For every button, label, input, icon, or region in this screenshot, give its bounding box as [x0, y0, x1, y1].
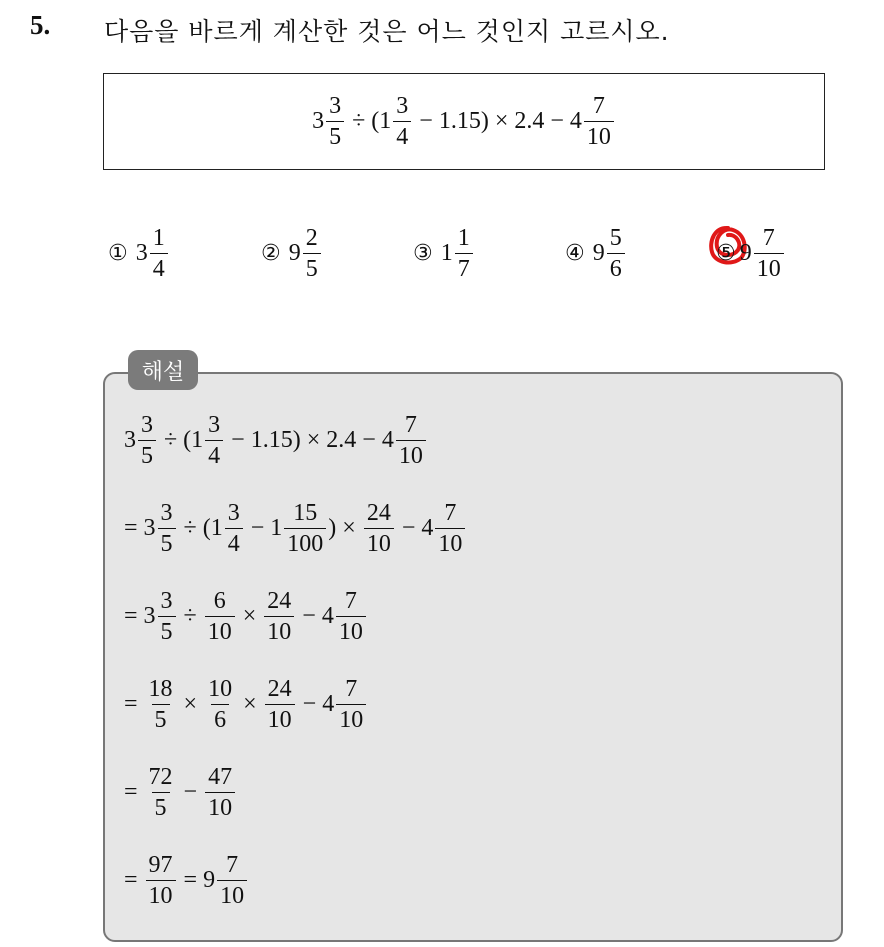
denominator: 6 [211, 704, 229, 732]
fraction [138, 413, 156, 468]
denominator: 100 [284, 528, 326, 556]
denominator: 10 [396, 440, 426, 468]
operator: − [401, 514, 416, 541]
math-token: 3 [143, 602, 156, 629]
solution-step-4 [124, 672, 368, 736]
math-token: ( [183, 426, 192, 453]
denominator: 5 [326, 121, 344, 149]
numerator: 18 [148, 675, 173, 702]
denominator: 4 [225, 528, 243, 556]
fraction [364, 501, 394, 556]
fraction [336, 589, 366, 644]
denominator: 5 [158, 616, 176, 644]
choice-2[interactable] [261, 223, 323, 283]
solution-step-3 [124, 584, 368, 648]
denominator: 4 [150, 253, 168, 281]
decimal: 2.4 [514, 108, 545, 134]
minus-sign: − [419, 108, 433, 134]
choice-3[interactable] [413, 223, 475, 283]
operator: ÷ [183, 514, 197, 541]
solution-step-5 [124, 760, 237, 824]
fraction [217, 853, 247, 908]
choice-fraction [607, 226, 625, 281]
fraction [225, 501, 243, 556]
numerator: 3 [396, 93, 409, 119]
numerator: 7 [345, 675, 358, 702]
numerator: 3 [329, 93, 342, 119]
operator: = [183, 866, 198, 893]
choice-fraction [754, 226, 784, 281]
numerator: 7 [226, 851, 239, 878]
math-token: 4 [321, 602, 334, 629]
whole-number: 3 [312, 108, 325, 134]
fraction [265, 677, 295, 732]
denominator: 10 [265, 704, 295, 732]
whole-number: 4 [569, 108, 582, 134]
numerator: 24 [267, 587, 292, 614]
question-text: 다음을 바르게 계산한 것은 어느 것인지 고르시오. [104, 17, 670, 46]
numerator: 7 [344, 587, 357, 614]
equals-sign: = [124, 866, 138, 893]
operator: − [231, 426, 245, 453]
whole-number: 1 [379, 108, 392, 134]
numerator: 1 [457, 224, 470, 251]
choice-marker: ① [108, 240, 128, 266]
operator: ÷ [164, 426, 178, 453]
numerator: 3 [160, 587, 173, 614]
numerator: 24 [366, 499, 391, 526]
denominator: 10 [205, 616, 235, 644]
numerator: 15 [293, 499, 318, 526]
choice-whole: 3 [135, 239, 148, 266]
fraction [584, 94, 614, 149]
denominator: 5 [152, 792, 170, 820]
math-token: 9 [203, 866, 216, 893]
fraction [326, 94, 344, 149]
math-token: 3 [124, 426, 136, 453]
right-paren: ) [480, 108, 489, 134]
numerator: 47 [208, 763, 233, 790]
fraction [146, 765, 176, 820]
operator: × [306, 426, 321, 453]
choice-whole: 9 [592, 239, 605, 266]
choice-4[interactable] [565, 223, 627, 283]
solution-label: 해설 [128, 350, 198, 390]
numerator: 7 [404, 411, 417, 438]
fraction [158, 589, 176, 644]
solution-step-2 [124, 496, 467, 560]
choice-whole: 9 [739, 239, 752, 266]
times-sign: × [494, 108, 509, 134]
denominator: 5 [152, 704, 170, 732]
fraction [435, 501, 465, 556]
operator: × [242, 602, 257, 629]
math-token: 1 [210, 514, 223, 541]
expression-box [103, 73, 825, 170]
equals-sign: = [124, 690, 138, 717]
numerator: 10 [208, 675, 233, 702]
choice-marker: ② [261, 240, 281, 266]
choice-marker: ④ [565, 240, 585, 266]
denominator: 5 [158, 528, 176, 556]
denominator: 10 [336, 616, 366, 644]
decimal: 1.15 [438, 108, 481, 134]
denominator: 10 [336, 704, 366, 732]
math-token: 2.4 [326, 426, 357, 453]
numerator: 7 [592, 93, 605, 119]
denominator: 6 [607, 253, 625, 281]
fraction [396, 413, 426, 468]
math-token: 3 [143, 514, 156, 541]
numerator: 7 [762, 224, 775, 251]
fraction [205, 765, 235, 820]
fraction [205, 589, 235, 644]
fraction [158, 501, 176, 556]
choice-fraction [455, 226, 473, 281]
operator: × [342, 514, 356, 541]
math-token: 4 [322, 690, 335, 717]
denominator: 5 [303, 253, 321, 281]
solution-step-1 [124, 408, 428, 472]
denominator: 10 [435, 528, 465, 556]
denominator: 10 [264, 616, 294, 644]
operator: × [183, 690, 198, 717]
numerator: 3 [160, 499, 173, 526]
math-token: 1 [191, 426, 204, 453]
numerator: 3 [227, 499, 240, 526]
denominator: 10 [146, 880, 176, 908]
equals-sign: = [124, 778, 138, 805]
math-token: 4 [421, 514, 434, 541]
denominator: 10 [205, 792, 235, 820]
denominator: 10 [754, 253, 784, 281]
denominator: 10 [364, 528, 394, 556]
minus-sign: − [550, 108, 564, 134]
numerator: 3 [208, 411, 221, 438]
fraction [284, 501, 326, 556]
denominator: 10 [584, 121, 614, 149]
fraction [393, 94, 411, 149]
operator: − [302, 690, 317, 717]
numerator: 97 [148, 851, 173, 878]
choice-fraction [150, 226, 168, 281]
numerator: 72 [148, 763, 173, 790]
fraction [146, 853, 176, 908]
numerator: 3 [141, 411, 153, 438]
fraction [264, 589, 294, 644]
math-token: 4 [381, 426, 394, 453]
numerator: 7 [444, 499, 457, 526]
solution-step-6 [124, 848, 249, 912]
fraction [205, 413, 223, 468]
math-token: 1 [270, 514, 283, 541]
operator: ÷ [183, 602, 197, 629]
choice-whole: 9 [288, 239, 301, 266]
equals-sign: = [124, 602, 138, 629]
choice-1[interactable] [108, 223, 170, 283]
denominator: 5 [138, 440, 156, 468]
choice-whole: 1 [440, 239, 453, 266]
numerator: 5 [609, 224, 622, 251]
numerator: 24 [267, 675, 292, 702]
denominator: 4 [393, 121, 411, 149]
math-token: ( [202, 514, 211, 541]
choice-marker: ⑤ [716, 240, 736, 266]
choice-fraction [303, 226, 321, 281]
equals-sign: = [124, 514, 138, 541]
fraction [205, 677, 235, 732]
fraction [146, 677, 176, 732]
denominator: 7 [455, 253, 473, 281]
math-token: ) [292, 426, 301, 453]
operator: − [183, 778, 198, 805]
operator: − [362, 426, 376, 453]
operator: × [243, 690, 257, 717]
problem-expression [312, 94, 616, 149]
numerator: 2 [305, 224, 318, 251]
operator: − [250, 514, 265, 541]
choice-5[interactable] [716, 223, 786, 283]
operator: − [302, 602, 316, 629]
left-paren: ( [371, 108, 380, 134]
fraction [336, 677, 366, 732]
question-number: 5. [30, 10, 51, 40]
math-token: 1.15 [250, 426, 293, 453]
denominator: 10 [217, 880, 247, 908]
numerator: 1 [152, 224, 165, 251]
numerator: 6 [213, 587, 226, 614]
math-token: ) [328, 514, 337, 541]
choice-marker: ③ [413, 240, 433, 266]
divide-sign: ÷ [352, 108, 366, 134]
denominator: 4 [205, 440, 223, 468]
